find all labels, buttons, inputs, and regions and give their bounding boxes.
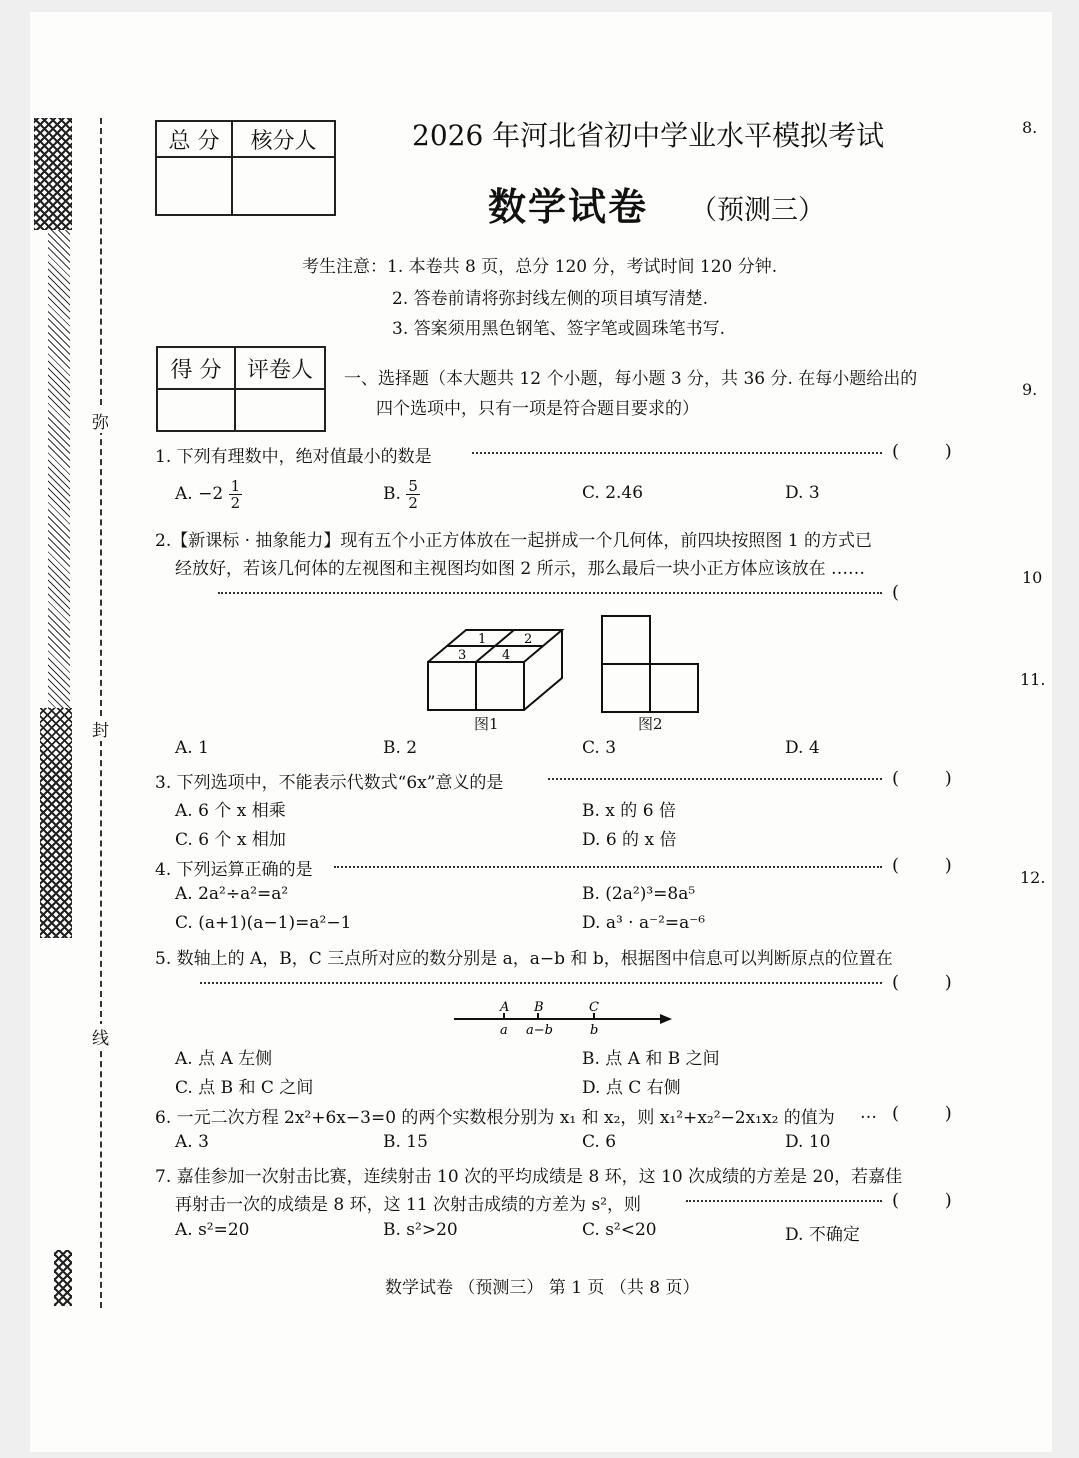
q1-a-denominator: 2	[230, 494, 241, 512]
section-title-line-1: 一、选择题（本大题共 12 个小题，每小题 3 分，共 36 分. 在每小题给出的	[344, 369, 918, 389]
cube-label-1: 1	[478, 632, 487, 647]
binding-dashed-line	[100, 118, 102, 1308]
page-footer: 数学试卷 （预测三） 第 1 页 （共 8 页）	[385, 1278, 700, 1298]
q6-leader-tail: …	[860, 1103, 877, 1123]
q2-fig1-label: 图1	[474, 715, 499, 733]
q1-a-fraction	[229, 478, 243, 511]
right-margin-number: 8.	[1022, 118, 1038, 137]
q4-option-b: B. (2a²)³=8a⁵	[582, 884, 696, 904]
q1-a-prefix: A. −2	[175, 484, 224, 504]
q2-option-b: B. 2	[383, 738, 418, 758]
q4-option-c: C. (a+1)(a−1)=a²−1	[175, 913, 352, 933]
q6-answer-blank[interactable]: ( )	[892, 1103, 952, 1124]
q5-option-d: D. 点 C 右侧	[582, 1078, 681, 1098]
q2-answer-blank[interactable]: (	[892, 582, 900, 603]
seal-char-1: 弥	[92, 408, 109, 433]
notice-line-1: 考生注意：1. 本卷共 8 页，总分 120 分，考试时间 120 分钟.	[302, 257, 778, 277]
q1-option-a	[175, 478, 242, 511]
grader-cell[interactable]	[235, 389, 325, 431]
number-line-arrow	[660, 1014, 672, 1024]
total-score-cell[interactable]	[156, 157, 232, 215]
exam-name: 2026 年河北省初中学业水平模拟考试	[412, 119, 885, 152]
right-margin-number: 9.	[1022, 380, 1038, 399]
q2-option-a: A. 1	[175, 738, 209, 758]
view-square-bottom-left	[602, 664, 650, 712]
q3-leader	[548, 778, 882, 780]
q2-line-2: 经放好，若该几何体的左视图和主视图均如图 2 所示，那么最后一块小正方体应该放在 ……	[175, 559, 866, 579]
q1-answer-blank[interactable]: ( )	[892, 441, 952, 462]
q7-option-a: A. s²=20	[175, 1220, 250, 1240]
q2-figure-2	[598, 612, 702, 716]
q5-number-line	[448, 998, 680, 1040]
q7-option-c: C. s²<20	[582, 1220, 657, 1240]
view-square-top	[602, 616, 650, 664]
q6-option-d: D. 10	[785, 1132, 831, 1152]
binding-hatch-low	[40, 708, 72, 938]
q1-option-c: C. 2.46	[582, 483, 644, 503]
cube-front-left	[428, 662, 476, 710]
q1-b-denominator: 2	[408, 494, 418, 512]
q3-option-d: D. 6 的 x 倍	[582, 830, 677, 850]
section-title-line-2: 四个选项中，只有一项是符合题目要求的）	[376, 399, 699, 419]
subtitle: （预测三）	[690, 195, 825, 226]
q3-option-a: A. 6 个 x 相乘	[175, 801, 286, 821]
q4-option-a: A. 2a²÷a²=a²	[175, 884, 289, 904]
q3-option-c: C. 6 个 x 相加	[175, 830, 286, 850]
q4-stem: 4. 下列运算正确的是	[155, 860, 313, 880]
right-margin-number: 12.	[1020, 868, 1046, 887]
point-label-b: B	[534, 1000, 544, 1015]
notice-line-2: 2. 答卷前请将弥封线左侧的项目填写清楚.	[392, 289, 709, 309]
q7-leader	[686, 1200, 882, 1202]
q7-option-b: B. s²>20	[383, 1220, 458, 1240]
binding-hatch-bottom	[54, 1250, 72, 1306]
checker-label: 核分人	[232, 121, 335, 157]
q7-option-d: D. 不确定	[785, 1225, 860, 1245]
subject-title: 数学试卷	[488, 184, 649, 229]
q7-answer-blank[interactable]: ( )	[892, 1190, 952, 1211]
q2-leader	[218, 592, 882, 594]
q3-option-b: B. x 的 6 倍	[582, 801, 676, 821]
right-margin-number: 10	[1022, 568, 1043, 587]
notice-line-3: 3. 答案须用黑色钢笔、签字笔或圆珠笔书写.	[392, 319, 726, 339]
q1-b-prefix: B.	[383, 484, 401, 504]
q4-leader	[334, 866, 882, 868]
q1-option-b	[383, 478, 420, 511]
q5-option-a: A. 点 A 左侧	[175, 1049, 273, 1069]
total-score-label: 总 分	[156, 121, 232, 157]
seal-char-2: 封	[92, 716, 109, 741]
q6-option-c: C. 6	[582, 1132, 617, 1152]
seal-char-3: 线	[92, 1024, 109, 1049]
q1-b-numerator: 5	[408, 477, 418, 495]
view-square-bottom-right	[650, 664, 698, 712]
section-score-label: 得 分	[157, 347, 235, 389]
q5-option-c: C. 点 B 和 C 之间	[175, 1078, 314, 1098]
q7-line-2: 再射击一次的成绩是 8 环，这 11 次射击成绩的方差为 s²，则	[175, 1195, 642, 1215]
q2-line-1: 2.【新课标 · 抽象能力】现有五个小正方体放在一起拼成一个几何体，前四块按照图 1 的方式已	[155, 531, 873, 551]
q2-option-c: C. 3	[582, 738, 617, 758]
q5-leader	[200, 982, 882, 984]
total-score-box	[155, 120, 336, 216]
q1-option-d: D. 3	[785, 483, 820, 503]
value-label-b: b	[590, 1023, 599, 1038]
q5-stem: 5. 数轴上的 A，B，C 三点所对应的数分别是 a，a−b 和 b，根据图中信息可以判断原点的位置在	[155, 949, 893, 969]
point-label-a: A	[500, 1000, 510, 1015]
binding-hatch-mid	[48, 230, 70, 708]
value-label-a-minus-b: a−b	[526, 1023, 553, 1038]
right-margin-number: 11.	[1020, 670, 1046, 689]
q4-answer-blank[interactable]: ( )	[892, 855, 952, 876]
q2-option-d: D. 4	[785, 738, 820, 758]
q3-stem: 3. 下列选项中，不能表示代数式“6x”意义的是	[155, 773, 504, 793]
q7-line-1: 7. 嘉佳参加一次射击比赛，连续射击 10 次的平均成绩是 8 环，这 10 次成绩的方差是 20，若嘉佳	[155, 1167, 903, 1187]
q5-option-b: B. 点 A 和 B 之间	[582, 1049, 720, 1069]
cube-label-2: 2	[524, 632, 533, 647]
grader-label: 评卷人	[235, 347, 325, 389]
cube-label-4: 4	[502, 648, 511, 663]
binding-hatch-top	[34, 118, 72, 230]
q2-fig2-label: 图2	[638, 715, 663, 733]
q1-stem: 1. 下列有理数中，绝对值最小的数是	[155, 447, 432, 467]
value-label-a: a	[500, 1023, 508, 1038]
q6-option-b: B. 15	[383, 1132, 428, 1152]
q2-figure-1	[420, 620, 580, 740]
q1-leader	[472, 452, 882, 454]
q1-b-fraction	[406, 478, 420, 511]
checker-cell[interactable]	[232, 157, 335, 215]
q6-option-a: A. 3	[175, 1132, 209, 1152]
section-score-cell[interactable]	[157, 389, 235, 431]
point-label-c: C	[589, 1000, 599, 1015]
cube-front-right	[476, 662, 524, 710]
q6-stem: 6. 一元二次方程 2x²+6x−3=0 的两个实数根分别为 x₁ 和 x₂，则 x₁²+x₂²−2x₁x₂ 的值为	[155, 1108, 835, 1128]
q5-answer-blank[interactable]: ( )	[892, 972, 952, 993]
q1-a-numerator: 1	[230, 477, 241, 495]
q3-answer-blank[interactable]: ( )	[892, 768, 952, 789]
q4-option-d: D. a³ · a⁻²=a⁻⁶	[582, 913, 706, 933]
cube-label-3: 3	[458, 648, 467, 663]
section-score-box	[156, 346, 326, 432]
